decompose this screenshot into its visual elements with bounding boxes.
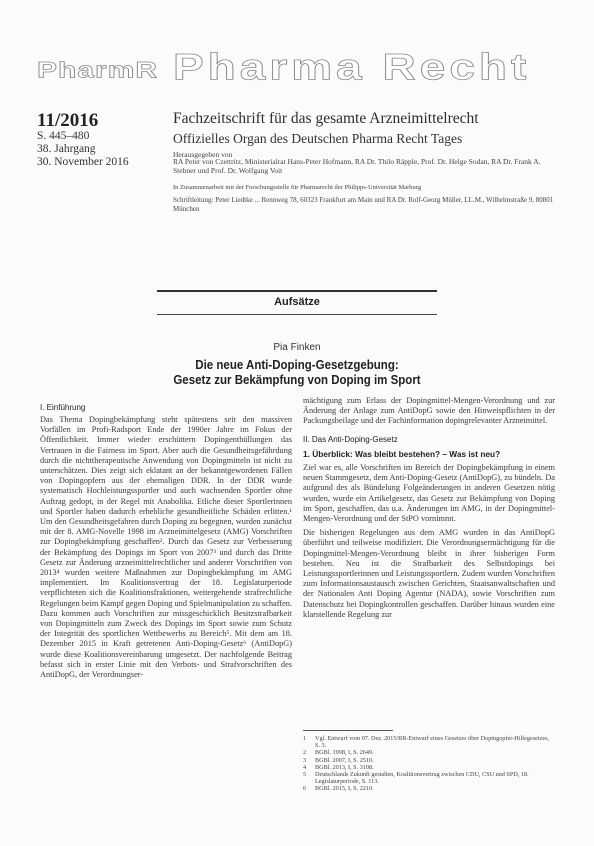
- footnote-rule: [303, 730, 393, 731]
- section-rule-top: [157, 290, 437, 292]
- pharmr-logo: PharmR: [37, 58, 159, 83]
- footnote: 3 BGBl. 2007, I, S. 2510.: [303, 756, 374, 764]
- right-paragraph: Ziel war es, alle Vorschriften im Bereich der Dopingbekämpfung in einem neuen Stammgesetz, dem Anti-Doping-Gesetz (AntiDopG), zu bündeln. Da aufgrund des als Bündelung Folgeänderungen in anderen Gesetzen nötig wurden, wurde ein Artikelgesetz, das Gesetz zur Bekämpfung von Doping im Sport, geschaffen, das u.a. Änderungen im AMG, in der Dopingmittel-Mengen-Verordnung und der StPO vornimmt.: [303, 463, 555, 524]
- section-label: Aufsätze: [274, 296, 320, 308]
- article-author: Pia Finken: [273, 342, 321, 353]
- left-column-heading: I. Einführung: [40, 403, 86, 412]
- footnotes: [303, 735, 555, 793]
- left-column: [40, 415, 292, 684]
- issue-meta: [37, 130, 129, 169]
- issue-pages: S. 445–480: [37, 130, 90, 142]
- footnote: 5 Deutschlands Zukunft gestalten, Koalitionsvertrag zwischen CDU, CSU und SPD, 18. Legislaturperiode, S. 113.: [303, 771, 529, 786]
- right-column: [303, 396, 555, 624]
- editors-text: RA Peter von Czettritz, Ministerialrat Hans-Peter Hofmann, RA Dr. Thilo Räpple, Prof. Dr. Helge Sodan, RA Dr. Frank A. Stebner und Prof. Dr. Wolfgang Voit: [173, 157, 541, 175]
- footnote: 6 BGBl. 2015, I, S. 2210.: [303, 785, 374, 793]
- article-title-line1: Die neue Anti-Doping-Gesetzgebung:: [195, 358, 399, 372]
- left-paragraph: Das Thema Dopingbekämpfung steht spätestens seit den massiven Vorfällen im Profi-Radsport Ende der 1990er Jahre im Fokus der Öffentlichkeit. Immer wieder erschüttern Dopingenthüllungen das Vertrauen in die Fairness im Sport. Aber auch die Gesundheitsgefährdung durch die nichttherapeutische Anwendung von Dopingmitteln ist nicht zu unterschätzen. Dies zeigt sich eklatant an der bekanntgewordenen Fällen von Dopingopfern aus der ehemaligen DDR. In der DDR wurde systematisch Hochleistungssportler und auch wachsenden Sportler ohne Auftrag gedopt, in der Regel mit Anabolika. Etliche dieser Sportlerinnen und Sportler haben dadurch erhebliche gesundheitliche Schäden erlitten.¹ Um den Gesundheitsgefahren durch Doping zu begegnen, wurden zunächst mit der 8. AMG-Novelle 1998 im Arzneimittelgesetz (AMG) Vorschriften zur Dopingbekämpfung geschaffen². Durch das Gesetz zur Verbesserung der Bekämpfung des Dopings im Sport von 2007³ und durch das Dritte Gesetz zur Änderung arzneimittelrechtlicher und anderer Vorschriften von 2013⁴ wurden weitere Maßnahmen zur Dopingbekämpfung im AMG implementiert. Im Koalitionsvertrag der 18. Legislaturperiode verpflichteten sich die Koalitionsfraktionen, weitergehende strafrechtliche Regelungen beim Kampf gegen Doping und Spielmanipulation zu schaffen. Dazu kommen auch Vorschriften zur missgeschicklich Besitzstrafbarkeit von Dopingmitteln zum Zweck des Dopings im Sport sowie zum Schutz der Integrität des sportlichen Wettbewerbs zu Bereich⁵. Mit dem am 18. Dezember 2015 in Kraft getretenen Anti-Doping-Gesetz⁶ (AntiDopG) wurde diese Koalitionsvereinbarung umgesetzt. Der nachfolgende Beitrag befasst sich in erster Linie mit den Verbots- und Strafvorschriften des AntiDopG, der Verordnungser-: [40, 415, 292, 680]
- section-heading-ii: II. Das Anti-Doping-Gesetz: [303, 434, 398, 444]
- cooperation-note: In Zusammenarbeit mit der Forschungsstelle für Pharmarecht der Philipps-Universität Marburg: [173, 184, 422, 191]
- right-intro-paragraph: mächtigung zum Erlass der Dopingmittel-Mengen-Verordnung und zur Änderung der Anlage zum AntiDopG sowie den Hinweispflichten in der Packungsbeilage und der Fachinformation dopingrelevanter Arzneimittel.: [303, 396, 555, 426]
- footnote: 1 Vgl. Entwurf vom 07. Dez. 2015/BR-Entwurf eines Gesetzes über Dopingopfer-Hilfegesetzes, S. 3.: [303, 735, 550, 750]
- issue-volume: 38. Jahrgang: [37, 143, 96, 155]
- issue-date: 30. November 2016: [37, 156, 129, 168]
- footnote: 4 BGBl. 2013, I, S. 3108.: [303, 763, 374, 771]
- editors-label: Herausgegeben von: [173, 150, 233, 159]
- journal-title: Fachzeitschrift für das gesamte Arzneimittelrecht: [173, 110, 479, 127]
- editorial-office: Schriftleitung: Peter Liedtke ... Rennweg 78, 60323 Frankfurt am Main und RA Dr. Rolf-Georg Müller, LL.M., Wilhelmstraße 9, 80801 München: [173, 196, 554, 213]
- footnote: 2 BGBl. 1998, I, S. 2649.: [303, 749, 374, 757]
- section-rule-bottom: [157, 314, 437, 315]
- journal-subtitle: Offizielles Organ des Deutschen Pharma Recht Tages: [173, 131, 463, 146]
- issue-number: 11/2016: [37, 110, 99, 131]
- subsection-heading-1: 1. Überblick: Was bleibt bestehen? – Was ist neu?: [303, 448, 501, 459]
- article-title: [24, 358, 570, 388]
- right-paragraph: Die bisherigen Regelungen aus dem AMG wurden in das AntiDopG überführt und teilweise modifiziert. Die Verordnungsermächtigung für die Dopingmittel-Mengen-Verordnung bleibt in ihrer bisherigen Form bestehen. Neu ist die Strafbarkeit des Selbstdopings bei Leistungssportlerinnen und Leistungssportlern. Zudem wurden Vorschriften zum Informationsaustausch zwischen Gerichten, Staatsanwaltschaften und der Nationalen Anti Doping Agentur (NADA), sowie Vorschriften zum Datenschutz bei Dopingkontrollen geschaffen. Darüber hinaus wurden eine klarstellende Regelung zur: [303, 528, 555, 619]
- pharma-recht-logo: Pharma Recht: [173, 45, 531, 88]
- article-title-line2: Gesetz zur Bekämpfung von Doping im Sport: [173, 373, 421, 387]
